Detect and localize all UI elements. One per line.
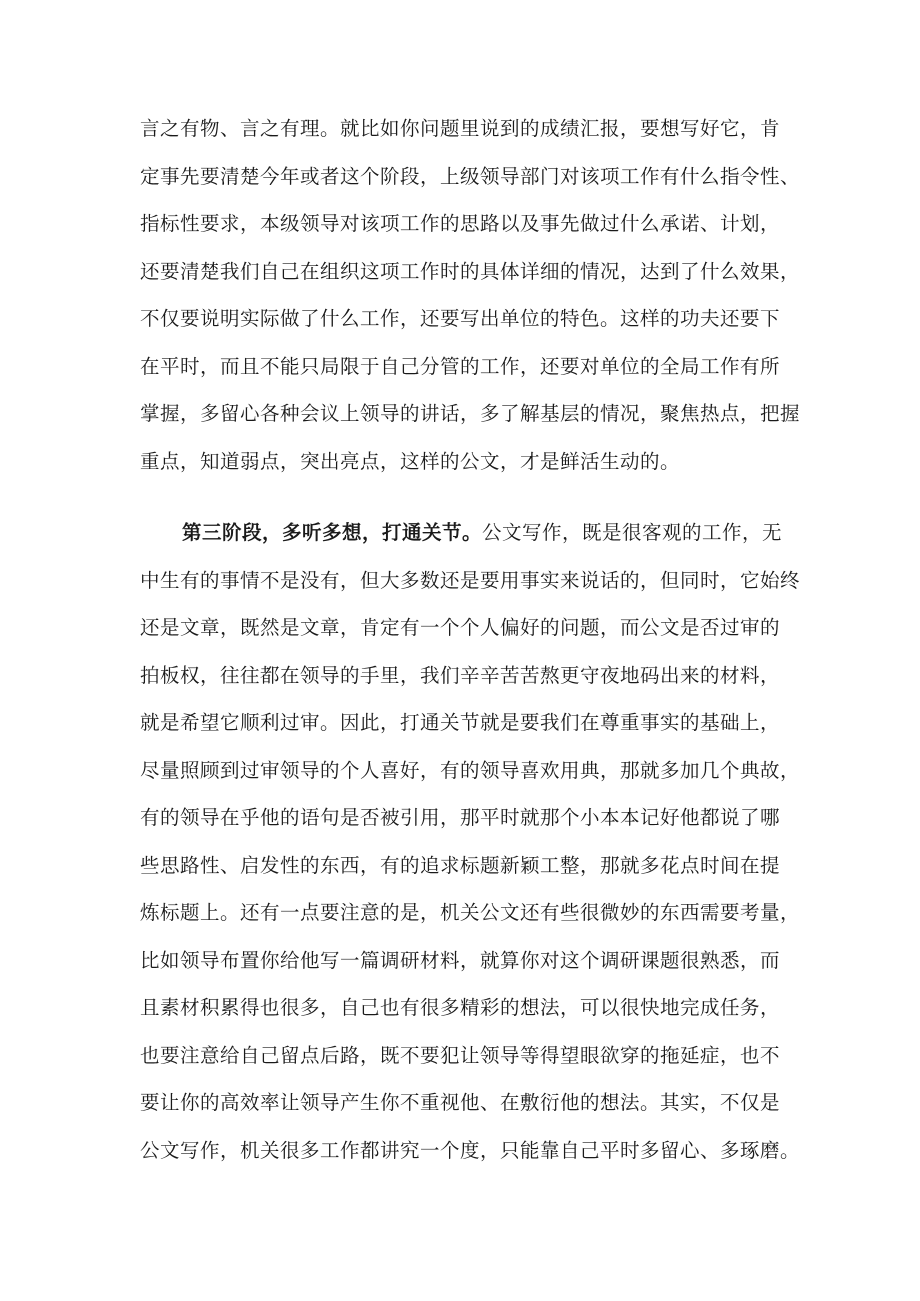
paragraph-achievements-report: [140, 105, 801, 485]
text-line: 重点，知道弱点，突出亮点，这样的公文，才是鲜活生动的。: [140, 449, 681, 473]
text-line: 且素材积累得也很多，自己也有很多精彩的想法，可以很快地完成任务，: [140, 996, 781, 1019]
text-line: 也要注意给自己留点后路，既不要犯让领导等得望眼欲穿的拖延症，也不: [140, 1043, 781, 1067]
paragraph-third-stage: [140, 509, 801, 1174]
text-line: 还要清楚我们自己在组织这项工作时的具体详细的情况，达到了什么效果，: [140, 259, 801, 283]
section-heading: 第三阶段，多听多想，打通关节。: [182, 521, 483, 544]
text-line: 拍板权，往往都在领导的手里，我们辛辛苦苦熬更守夜地码出来的材料，: [140, 663, 781, 687]
text-line: 言之有物、言之有理。就比如你问题里说到的成绩汇报，要想写好它，肯: [140, 117, 781, 140]
text-line: 在平时，而且不能只局限于自己分管的工作，还要对单位的全局工作有所: [140, 354, 781, 378]
text-line: 比如领导布置你给他写一篇调研材料，就算你对这个调研课题很熟悉，而: [140, 948, 781, 972]
text-line: 不仅要说明实际做了什么工作，还要写出单位的特色。这样的功夫还要下: [140, 307, 781, 330]
text-line: 有的领导在乎他的语句是否被引用，那平时就那个小本本记好他都说了哪: [140, 806, 781, 829]
text-line: 尽量照顾到过审领导的个人喜好，有的领导喜欢用典，那就多加几个典故，: [140, 758, 801, 782]
text-line: 公文写作，机关很多工作都讲究一个度，只能靠自己平时多留心、多琢磨。: [140, 1138, 801, 1162]
text-line: 还是文章，既然是文章，肯定有一个个人偏好的问题，而公文是否过审的: [140, 616, 781, 639]
first-line-text: 公文写作，既是很客观的工作，无: [482, 521, 783, 544]
text-line: 指标性要求，本级领导对该项工作的思路以及事先做过什么承诺、计划，: [140, 212, 781, 235]
text-line: 掌握，多留心各种会议上领导的讲话，多了解基层的情况，聚焦热点，把握: [140, 402, 801, 425]
text-line: 炼标题上。还有一点要注意的是，机关公文还有些很微妙的东西需要考量，: [140, 901, 801, 924]
text-line: 些思路性、启发性的东西，有的追求标题新颖工整，那就多花点时间在提: [140, 853, 781, 877]
text-line: 就是希望它顺利过审。因此，打通关节就是要我们在尊重事实的基础上，: [140, 711, 781, 734]
text-line: 要让你的高效率让领导产生你不重视他、在敷衍他的想法。其实，不仅是: [140, 1091, 781, 1114]
text-line: 中生有的事情不是没有，但大多数还是要用事实来说话的，但同时，它始终: [140, 568, 801, 592]
text-line: 定事先要清楚今年或者这个阶段，上级领导部门对该项工作有什么指令性、: [140, 164, 801, 188]
paragraph-first-line: [140, 509, 783, 557]
